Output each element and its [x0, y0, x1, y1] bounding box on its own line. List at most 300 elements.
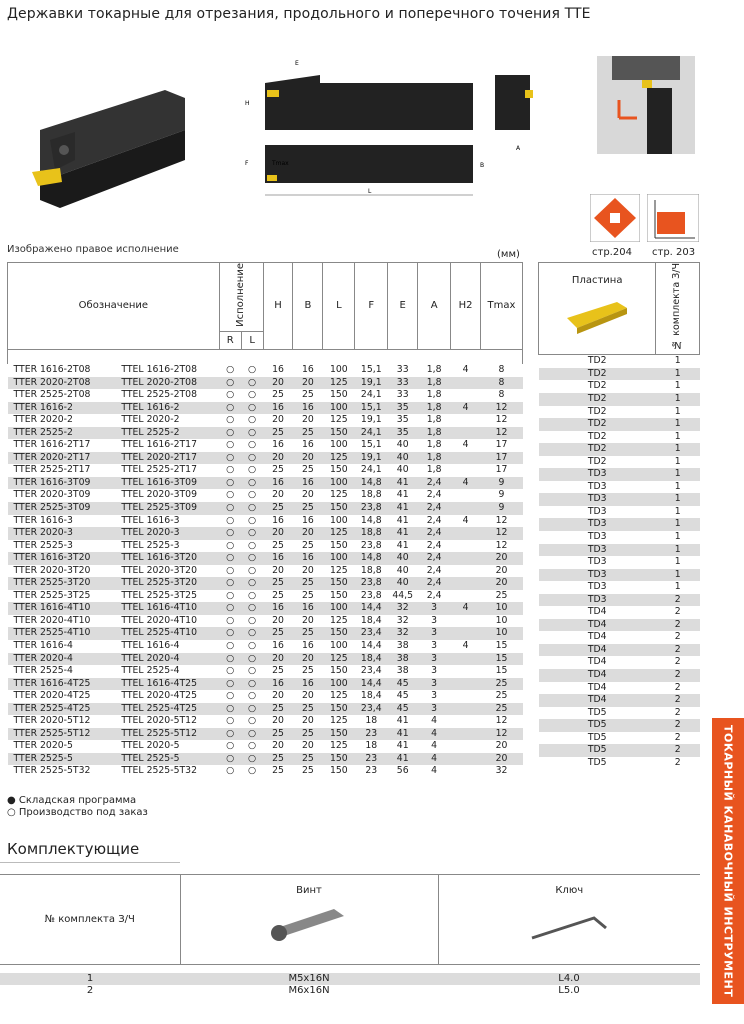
table-cell: ○	[226, 464, 235, 476]
table-cell: 32	[388, 602, 418, 615]
table-cell: 25	[272, 665, 284, 677]
table-cell: 41	[396, 715, 409, 727]
insert-cell: 1	[656, 443, 700, 456]
table-cell: 19,1	[355, 377, 388, 390]
components-row	[0, 973, 700, 985]
holder-3d-image	[20, 90, 190, 220]
table-cell: 20	[263, 527, 293, 540]
table-cell: 100	[329, 639, 348, 651]
insert-cell: TD3	[587, 581, 607, 593]
table-row	[8, 489, 523, 502]
table-cell: 23,4	[355, 703, 388, 716]
insert-cell: TD4	[587, 656, 607, 668]
table-cell: 150	[329, 665, 348, 677]
table-cell: TTER 2020-4	[8, 653, 116, 666]
table-cell: 25	[263, 577, 293, 590]
table-cell: 125	[329, 740, 348, 752]
insert-cell: 2	[656, 619, 700, 632]
table-cell: 16	[263, 552, 293, 565]
table-cell: 19,1	[360, 414, 382, 426]
table-cell: TTEL 2020-5T12	[121, 715, 198, 727]
table-cell: 150	[329, 539, 348, 551]
table-cell: TTEL 1616-4	[121, 639, 180, 651]
table-cell: ○	[226, 639, 235, 651]
table-cell: 35	[396, 414, 409, 426]
table-cell: TTEL 2020-3T09	[121, 489, 198, 501]
table-cell: 16	[272, 514, 284, 526]
table-cell: 41	[396, 514, 409, 526]
operation-image	[597, 56, 695, 154]
table-row	[8, 389, 523, 402]
table-cell: TTER 2020-2T08	[8, 377, 116, 390]
table-cell: 100	[329, 439, 348, 451]
table-cell: 1,8	[426, 363, 442, 375]
table-cell: 23	[355, 753, 388, 766]
table-cell: 100	[323, 602, 355, 615]
table-row	[8, 627, 523, 640]
table-cell: 100	[323, 678, 355, 691]
table-cell: ○	[226, 489, 235, 501]
table-cell: ○	[219, 678, 241, 691]
table-cell: ○	[219, 402, 241, 415]
components-header-key: Ключ	[555, 885, 584, 896]
components-table	[0, 874, 700, 997]
table-cell: 33	[396, 363, 409, 375]
table-cell: 20	[480, 753, 522, 766]
table-cell: 25	[480, 703, 522, 716]
table-cell: 20	[302, 564, 314, 576]
table-cell: 10	[480, 627, 522, 640]
table-cell: 16	[302, 439, 314, 451]
table-cell: 41	[388, 477, 418, 490]
table-row	[8, 439, 523, 452]
table-cell: 4	[431, 765, 438, 777]
table-cell: ○	[241, 477, 263, 490]
table-row	[8, 515, 523, 528]
table-row	[8, 715, 523, 728]
table-cell: ○	[226, 589, 235, 601]
table-cell: ○	[248, 589, 257, 601]
table-cell: TTER 2020-3	[8, 527, 116, 540]
table-cell	[451, 703, 481, 716]
table-cell: 20	[495, 564, 508, 576]
table-cell: 4	[451, 477, 481, 490]
table-cell: ○	[219, 502, 241, 515]
insert-cell: 1	[656, 569, 700, 582]
table-cell: TTER 1616-2T17	[13, 439, 91, 451]
table-cell: 18	[365, 740, 378, 752]
table-cell: 19,1	[355, 452, 388, 465]
table-cell: ○	[248, 765, 257, 777]
table-cell: 41	[388, 502, 418, 515]
table-cell: 16	[263, 678, 293, 691]
table-cell: 4	[462, 639, 469, 651]
table-cell: 125	[329, 690, 348, 702]
table-cell: TTER 2525-4	[13, 665, 73, 677]
table-cell: 1,8	[426, 414, 442, 426]
table-cell: 17	[495, 464, 508, 476]
table-row	[8, 377, 523, 390]
table-cell: TTER 2020-3T20	[13, 564, 91, 576]
table-cell	[451, 740, 481, 753]
table-cell: TTER 2525-3	[13, 539, 73, 551]
table-cell: 25	[302, 539, 314, 551]
components-cell: M5x16N	[288, 972, 330, 984]
insert-table-body	[539, 355, 700, 770]
table-cell: ○	[226, 740, 235, 752]
table-row	[8, 427, 523, 440]
table-cell: 2,4	[418, 577, 451, 590]
table-cell: 12	[480, 402, 522, 415]
components-cell: 2	[86, 984, 94, 996]
table-cell: 14,8	[360, 514, 382, 526]
table-cell: 20	[263, 377, 293, 390]
table-cell: 40	[388, 552, 418, 565]
table-cell: ○	[241, 753, 263, 766]
table-cell: 25	[293, 703, 323, 716]
insert-row	[539, 606, 700, 619]
table-cell: TTEL 2525-5T12	[115, 728, 219, 741]
table-cell: TTEL 2020-3T20	[121, 564, 198, 576]
insert-cell: TD5	[587, 731, 607, 743]
table-cell: ○	[226, 389, 235, 401]
table-cell: 25	[480, 678, 522, 691]
table-cell: 16	[263, 477, 293, 490]
table-row	[8, 703, 523, 716]
table-cell: 2,4	[426, 564, 442, 576]
insert-row	[539, 757, 700, 770]
insert-cell: 1	[674, 455, 681, 467]
table-cell: TTER 2020-4T25	[13, 690, 91, 702]
table-cell	[451, 389, 481, 402]
insert-row	[539, 406, 700, 419]
insert-geometry-icon[interactable]	[647, 194, 699, 242]
table-cell: ○	[226, 439, 235, 451]
table-cell: 3	[418, 703, 451, 716]
table-cell: 41	[388, 753, 418, 766]
section-side-tab[interactable]: ТОКАРНЫЙ КАНАВОЧНЫЙ ИНСТРУМЕНТ	[712, 718, 744, 1004]
table-row	[8, 678, 523, 691]
table-cell: ○	[226, 665, 235, 677]
insert-cell: TD3	[539, 544, 656, 557]
table-cell: 40	[396, 564, 409, 576]
table-cell: 20	[272, 414, 284, 426]
insert-cell: TD5	[587, 706, 607, 718]
table-cell	[451, 427, 481, 440]
table-cell: TTER 1616-3T20	[8, 552, 116, 565]
insert-cell: 1	[656, 418, 700, 431]
insert-cell: 1	[656, 544, 700, 557]
table-row	[8, 640, 523, 653]
table-cell: 25	[293, 627, 323, 640]
table-cell: 14,4	[355, 678, 388, 691]
table-cell: 41	[388, 728, 418, 741]
header-l: L	[323, 263, 355, 350]
insert-row	[539, 380, 700, 393]
table-cell: 1,8	[418, 402, 451, 415]
insert-cell: TD4	[539, 669, 656, 682]
table-cell: 38	[388, 653, 418, 666]
table-cell: 4	[451, 402, 481, 415]
table-row	[8, 728, 523, 741]
insert-cell: 2	[674, 606, 681, 618]
table-cell: 25	[302, 389, 314, 401]
table-cell: ○	[248, 715, 257, 727]
page-title: Державки токарные для отрезания, продольного и поперечного точения TTE	[7, 6, 591, 22]
table-cell	[451, 753, 481, 766]
table-cell: 35	[388, 427, 418, 440]
table-cell: 18,8	[360, 489, 382, 501]
table-cell: 150	[323, 577, 355, 590]
header-f: F	[355, 263, 388, 350]
insert-cell: TD2	[539, 443, 656, 456]
header-e: E	[388, 263, 418, 350]
table-cell: TTEL 2525-2	[115, 427, 219, 440]
table-cell: 41	[396, 740, 409, 752]
table-cell: ○	[248, 665, 257, 677]
table-cell: 25	[293, 728, 323, 741]
table-cell: ○	[241, 377, 263, 390]
table-cell	[451, 690, 481, 703]
insert-cell: 1	[656, 468, 700, 481]
table-row	[8, 527, 523, 540]
ref-link-203[interactable]: стр. 203	[652, 247, 696, 258]
table-cell: TTEL 2020-5	[121, 740, 180, 752]
table-cell: ○	[219, 452, 241, 465]
table-cell: ○	[248, 439, 257, 451]
table-row	[8, 602, 523, 615]
table-cell: 18,4	[360, 614, 382, 626]
table-cell: 20	[272, 564, 284, 576]
table-cell: ○	[226, 539, 235, 551]
table-cell: TTER 1616-4T10	[8, 602, 116, 615]
table-cell: 125	[329, 564, 348, 576]
insert-shape-icon[interactable]	[590, 194, 640, 242]
table-cell: 20	[293, 452, 323, 465]
table-cell: 17	[480, 452, 522, 465]
table-cell: 32	[388, 627, 418, 640]
label-l: L	[368, 188, 372, 195]
insert-cell: 2	[674, 731, 681, 743]
holders-table	[7, 262, 523, 778]
table-cell: 10	[480, 602, 522, 615]
table-cell: 4	[462, 514, 469, 526]
insert-row	[539, 732, 700, 745]
insert-cell: 1	[674, 531, 681, 542]
table-cell: ○	[226, 564, 235, 576]
table-cell: 25	[263, 728, 293, 741]
table-cell: TTER 1616-2	[8, 402, 116, 415]
insert-cell: TD3	[587, 480, 607, 492]
table-cell	[451, 489, 481, 502]
table-cell: 25	[293, 502, 323, 515]
table-cell: ○	[219, 477, 241, 490]
insert-cell: 2	[656, 719, 700, 732]
header-designation: Обозначение	[8, 263, 220, 350]
table-cell: 4	[462, 363, 469, 375]
table-cell: 32	[495, 765, 508, 777]
table-cell: 20	[263, 452, 293, 465]
insert-cell: TD2	[539, 418, 656, 431]
table-cell: ○	[219, 753, 241, 766]
table-cell: 25	[293, 753, 323, 766]
table-cell: ○	[219, 577, 241, 590]
table-cell: ○	[248, 740, 257, 752]
table-cell: 150	[323, 753, 355, 766]
table-cell: 25	[302, 464, 314, 476]
header-execution: Исполнение	[234, 263, 246, 327]
table-cell: ○	[248, 414, 257, 426]
table-cell: 150	[323, 703, 355, 716]
table-cell: TTEL 2525-4T25	[115, 703, 219, 716]
table-cell: TTEL 1616-3T20	[115, 552, 219, 565]
table-cell: 20	[293, 653, 323, 666]
table-row	[8, 753, 523, 766]
table-cell: 20	[293, 377, 323, 390]
table-row	[8, 690, 523, 703]
table-cell: 20	[302, 715, 314, 727]
table-cell: 20	[302, 740, 314, 752]
table-cell: 23	[355, 728, 388, 741]
header-a: A	[418, 263, 451, 350]
insert-row	[539, 594, 700, 607]
insert-cell: 1	[674, 505, 681, 517]
table-cell: 17	[495, 439, 508, 451]
table-cell: 41	[396, 539, 409, 551]
insert-row	[539, 544, 700, 557]
label-f: F	[245, 160, 249, 167]
table-cell: 16	[293, 477, 323, 490]
table-cell: ○	[241, 602, 263, 615]
table-cell: 12	[495, 539, 508, 551]
insert-cell: 1	[656, 368, 700, 381]
table-cell: 150	[323, 627, 355, 640]
key-image	[524, 904, 614, 944]
table-cell: 12	[480, 527, 522, 540]
table-cell: 12	[495, 514, 508, 526]
insert-cell: TD2	[587, 380, 607, 392]
table-cell: TTEL 2020-4T10	[121, 614, 198, 626]
table-cell: 38	[396, 639, 409, 651]
components-table-body	[0, 973, 700, 997]
table-cell: 4	[462, 439, 469, 451]
insert-cell: 2	[656, 669, 700, 682]
table-cell: ○	[248, 514, 257, 526]
table-cell: 125	[323, 653, 355, 666]
legend-stock: ● Складская программа	[7, 795, 137, 806]
insert-cell: TD5	[587, 756, 607, 768]
table-cell: 2,4	[418, 552, 451, 565]
table-cell: TTEL 2020-2T17	[115, 452, 219, 465]
insert-cell: TD3	[587, 505, 607, 517]
insert-cell: TD4	[587, 606, 607, 618]
table-cell: TTEL 2525-2T08	[121, 389, 198, 401]
table-cell: 20	[302, 489, 314, 501]
insert-cell: 2	[674, 756, 681, 768]
table-cell: TTER 2020-2	[13, 414, 73, 426]
insert-cell: TD3	[539, 569, 656, 582]
table-cell: TTEL 2525-3	[121, 539, 180, 551]
table-cell: TTEL 1616-4T25	[115, 678, 219, 691]
table-cell	[451, 414, 481, 427]
table-cell: 15	[495, 639, 508, 651]
table-cell: 25	[272, 389, 284, 401]
table-cell: ○	[226, 363, 235, 375]
table-cell: 16	[302, 514, 314, 526]
table-cell: TTER 1616-4T25	[8, 678, 116, 691]
table-cell: 20	[302, 690, 314, 702]
insert-cell: 2	[674, 631, 681, 643]
table-cell: 20	[480, 552, 522, 565]
table-cell: 8	[498, 363, 505, 375]
table-cell: 44,5	[392, 589, 414, 601]
table-cell: TTER 2525-4T25	[8, 703, 116, 716]
table-cell	[451, 653, 481, 666]
insert-cell: TD4	[539, 619, 656, 632]
table-cell: ○	[248, 389, 257, 401]
table-cell: 32	[396, 614, 409, 626]
table-cell	[451, 590, 481, 603]
insert-row	[539, 518, 700, 531]
table-cell: 25	[263, 703, 293, 716]
insert-row	[539, 506, 700, 519]
table-cell: 1,8	[426, 389, 442, 401]
insert-cell: 2	[656, 744, 700, 757]
table-cell: 1,8	[418, 427, 451, 440]
insert-cell: TD3	[587, 556, 607, 568]
table-cell: ○	[219, 527, 241, 540]
insert-cell: 2	[674, 681, 681, 693]
table-cell: 20	[272, 489, 284, 501]
ref-link-204[interactable]: стр.204	[592, 247, 632, 258]
table-cell: 25	[302, 589, 314, 601]
table-cell: 16	[293, 402, 323, 415]
table-cell: ○	[226, 614, 235, 626]
table-cell: TTER 1616-2T08	[13, 363, 91, 375]
table-cell: ○	[241, 627, 263, 640]
table-cell: ○	[219, 728, 241, 741]
table-cell	[451, 678, 481, 691]
header-kit: № комплекта З/Ч	[671, 263, 683, 350]
holders-table-body	[8, 364, 523, 778]
table-cell: TTER 2525-2T08	[13, 389, 91, 401]
table-cell: 35	[388, 402, 418, 415]
insert-cell: 2	[656, 594, 700, 607]
table-cell: 9	[498, 489, 505, 501]
insert-cell: TD2	[587, 405, 607, 417]
table-cell: 150	[323, 427, 355, 440]
table-cell: 2,4	[418, 527, 451, 540]
insert-cell: TD3	[539, 493, 656, 506]
table-cell: 4	[418, 728, 451, 741]
table-row	[8, 565, 523, 578]
insert-row	[539, 744, 700, 757]
table-cell: 20	[272, 614, 284, 626]
table-cell: 24,1	[360, 389, 382, 401]
insert-row	[539, 418, 700, 431]
table-cell: ○	[226, 765, 235, 777]
table-row	[8, 452, 523, 465]
table-cell	[451, 728, 481, 741]
table-cell: 56	[396, 765, 409, 777]
table-cell	[451, 527, 481, 540]
table-cell: 20	[293, 527, 323, 540]
label-e: E	[295, 60, 299, 67]
table-cell: 16	[272, 363, 284, 375]
table-cell: 125	[329, 715, 348, 727]
table-cell: 25	[272, 765, 284, 777]
table-cell: 100	[323, 477, 355, 490]
